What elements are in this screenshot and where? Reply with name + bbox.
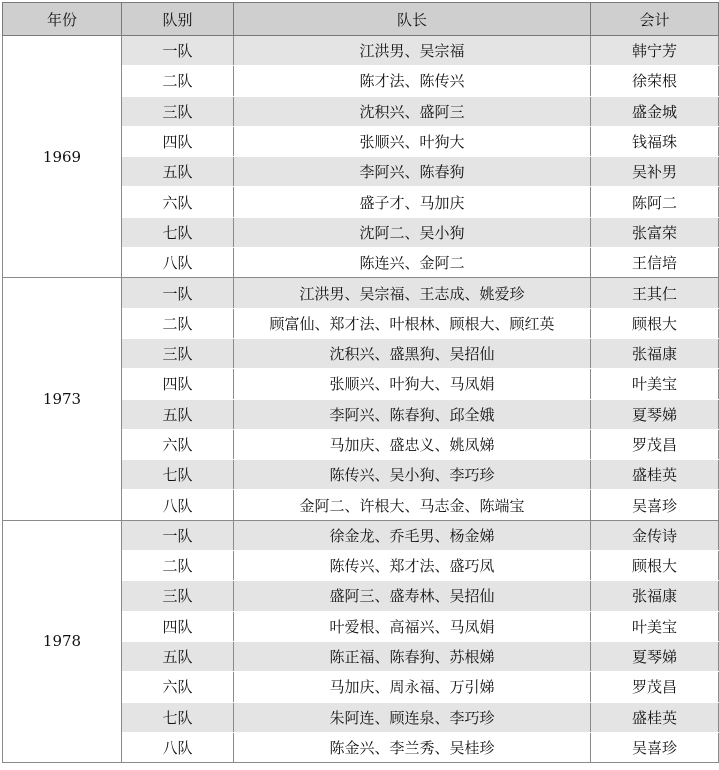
team-cell: 四队	[122, 369, 234, 399]
accountant-cell: 吴喜珍	[591, 490, 719, 520]
team-cell: 五队	[122, 157, 234, 187]
accountant-cell: 罗茂昌	[591, 429, 719, 459]
team-cell: 四队	[122, 126, 234, 156]
team-cell: 八队	[122, 490, 234, 520]
team-cell: 三队	[122, 96, 234, 126]
leaders-cell: 盛阿三、盛寿林、吴招仙	[234, 581, 591, 611]
team-cell: 八队	[122, 248, 234, 278]
accountant-cell: 顾根大	[591, 308, 719, 338]
accountant-cell: 徐荣根	[591, 66, 719, 96]
year-cell: 1978	[3, 520, 122, 762]
accountant-cell: 钱福珠	[591, 126, 719, 156]
team-cell: 一队	[122, 278, 234, 308]
team-cell: 一队	[122, 36, 234, 66]
leaders-cell: 陈正福、陈春狗、苏根娣	[234, 641, 591, 671]
leaders-cell: 沈阿二、吴小狗	[234, 217, 591, 247]
accountant-cell: 吴喜珍	[591, 732, 719, 762]
leaders-cell: 张顺兴、叶狗大、马凤娟	[234, 369, 591, 399]
leaders-cell: 叶爱根、高福兴、马凤娟	[234, 611, 591, 641]
accountant-cell: 叶美宝	[591, 611, 719, 641]
header-row	[3, 3, 719, 36]
accountant-cell: 王其仁	[591, 278, 719, 308]
year-cell: 1973	[3, 278, 122, 520]
team-cell: 五队	[122, 641, 234, 671]
accountant-cell: 张福康	[591, 581, 719, 611]
leaders-cell: 张顺兴、叶狗大	[234, 126, 591, 156]
team-cell: 六队	[122, 429, 234, 459]
leaders-cell: 顾富仙、郑才法、叶根林、顾根大、顾红英	[234, 308, 591, 338]
leaders-cell: 江洪男、吴宗福	[234, 36, 591, 66]
accountant-cell: 盛金城	[591, 96, 719, 126]
leaders-cell: 马加庆、周永福、万引娣	[234, 672, 591, 702]
leaders-cell: 江洪男、吴宗福、王志成、姚爱珍	[234, 278, 591, 308]
leaders-cell: 朱阿连、顾连泉、李巧珍	[234, 702, 591, 732]
team-cell: 二队	[122, 308, 234, 338]
year-group	[3, 36, 719, 278]
header-accountant: 会计	[591, 3, 719, 36]
year-group	[3, 520, 719, 762]
team-cell: 七队	[122, 460, 234, 490]
year-cell: 1969	[3, 36, 122, 278]
accountant-cell: 张福康	[591, 338, 719, 368]
team-cell: 八队	[122, 732, 234, 762]
accountant-cell: 王信培	[591, 248, 719, 278]
team-cell: 七队	[122, 217, 234, 247]
year-group	[3, 278, 719, 520]
team-cell: 六队	[122, 187, 234, 217]
leaders-cell: 陈才法、陈传兴	[234, 66, 591, 96]
leaders-cell: 沈积兴、盛黑狗、吴招仙	[234, 338, 591, 368]
accountant-cell: 夏琴娣	[591, 641, 719, 671]
accountant-cell: 韩宁芳	[591, 36, 719, 66]
team-cell: 二队	[122, 551, 234, 581]
leaders-cell: 马加庆、盛忠义、姚凤娣	[234, 429, 591, 459]
team-cell: 六队	[122, 672, 234, 702]
team-leaders-table	[2, 2, 719, 763]
team-cell: 一队	[122, 520, 234, 550]
accountant-cell: 盛桂英	[591, 460, 719, 490]
team-cell: 四队	[122, 611, 234, 641]
accountant-cell: 张富荣	[591, 217, 719, 247]
team-cell: 二队	[122, 66, 234, 96]
team-cell: 五队	[122, 399, 234, 429]
header-leaders: 队长	[234, 3, 591, 36]
leaders-cell: 陈金兴、李兰秀、吴桂珍	[234, 732, 591, 762]
table-row	[3, 36, 719, 66]
team-cell: 三队	[122, 338, 234, 368]
accountant-cell: 叶美宝	[591, 369, 719, 399]
leaders-cell: 陈传兴、吴小狗、李巧珍	[234, 460, 591, 490]
table-row	[3, 278, 719, 308]
leaders-cell: 徐金龙、乔毛男、杨金娣	[234, 520, 591, 550]
accountant-cell: 金传诗	[591, 520, 719, 550]
header-year: 年份	[3, 3, 122, 36]
table-header	[3, 3, 719, 36]
accountant-cell: 陈阿二	[591, 187, 719, 217]
table-row	[3, 520, 719, 550]
team-cell: 七队	[122, 702, 234, 732]
accountant-cell: 盛桂英	[591, 702, 719, 732]
leaders-cell: 沈积兴、盛阿三	[234, 96, 591, 126]
leaders-cell: 李阿兴、陈春狗、邱全娥	[234, 399, 591, 429]
accountant-cell: 顾根大	[591, 551, 719, 581]
leaders-cell: 金阿二、许根大、马志金、陈端宝	[234, 490, 591, 520]
team-cell: 三队	[122, 581, 234, 611]
leaders-cell: 李阿兴、陈春狗	[234, 157, 591, 187]
leaders-cell: 盛子才、马加庆	[234, 187, 591, 217]
leaders-cell: 陈传兴、郑才法、盛巧凤	[234, 551, 591, 581]
accountant-cell: 罗茂昌	[591, 672, 719, 702]
header-team: 队别	[122, 3, 234, 36]
accountant-cell: 吴补男	[591, 157, 719, 187]
accountant-cell: 夏琴娣	[591, 399, 719, 429]
leaders-cell: 陈连兴、金阿二	[234, 248, 591, 278]
